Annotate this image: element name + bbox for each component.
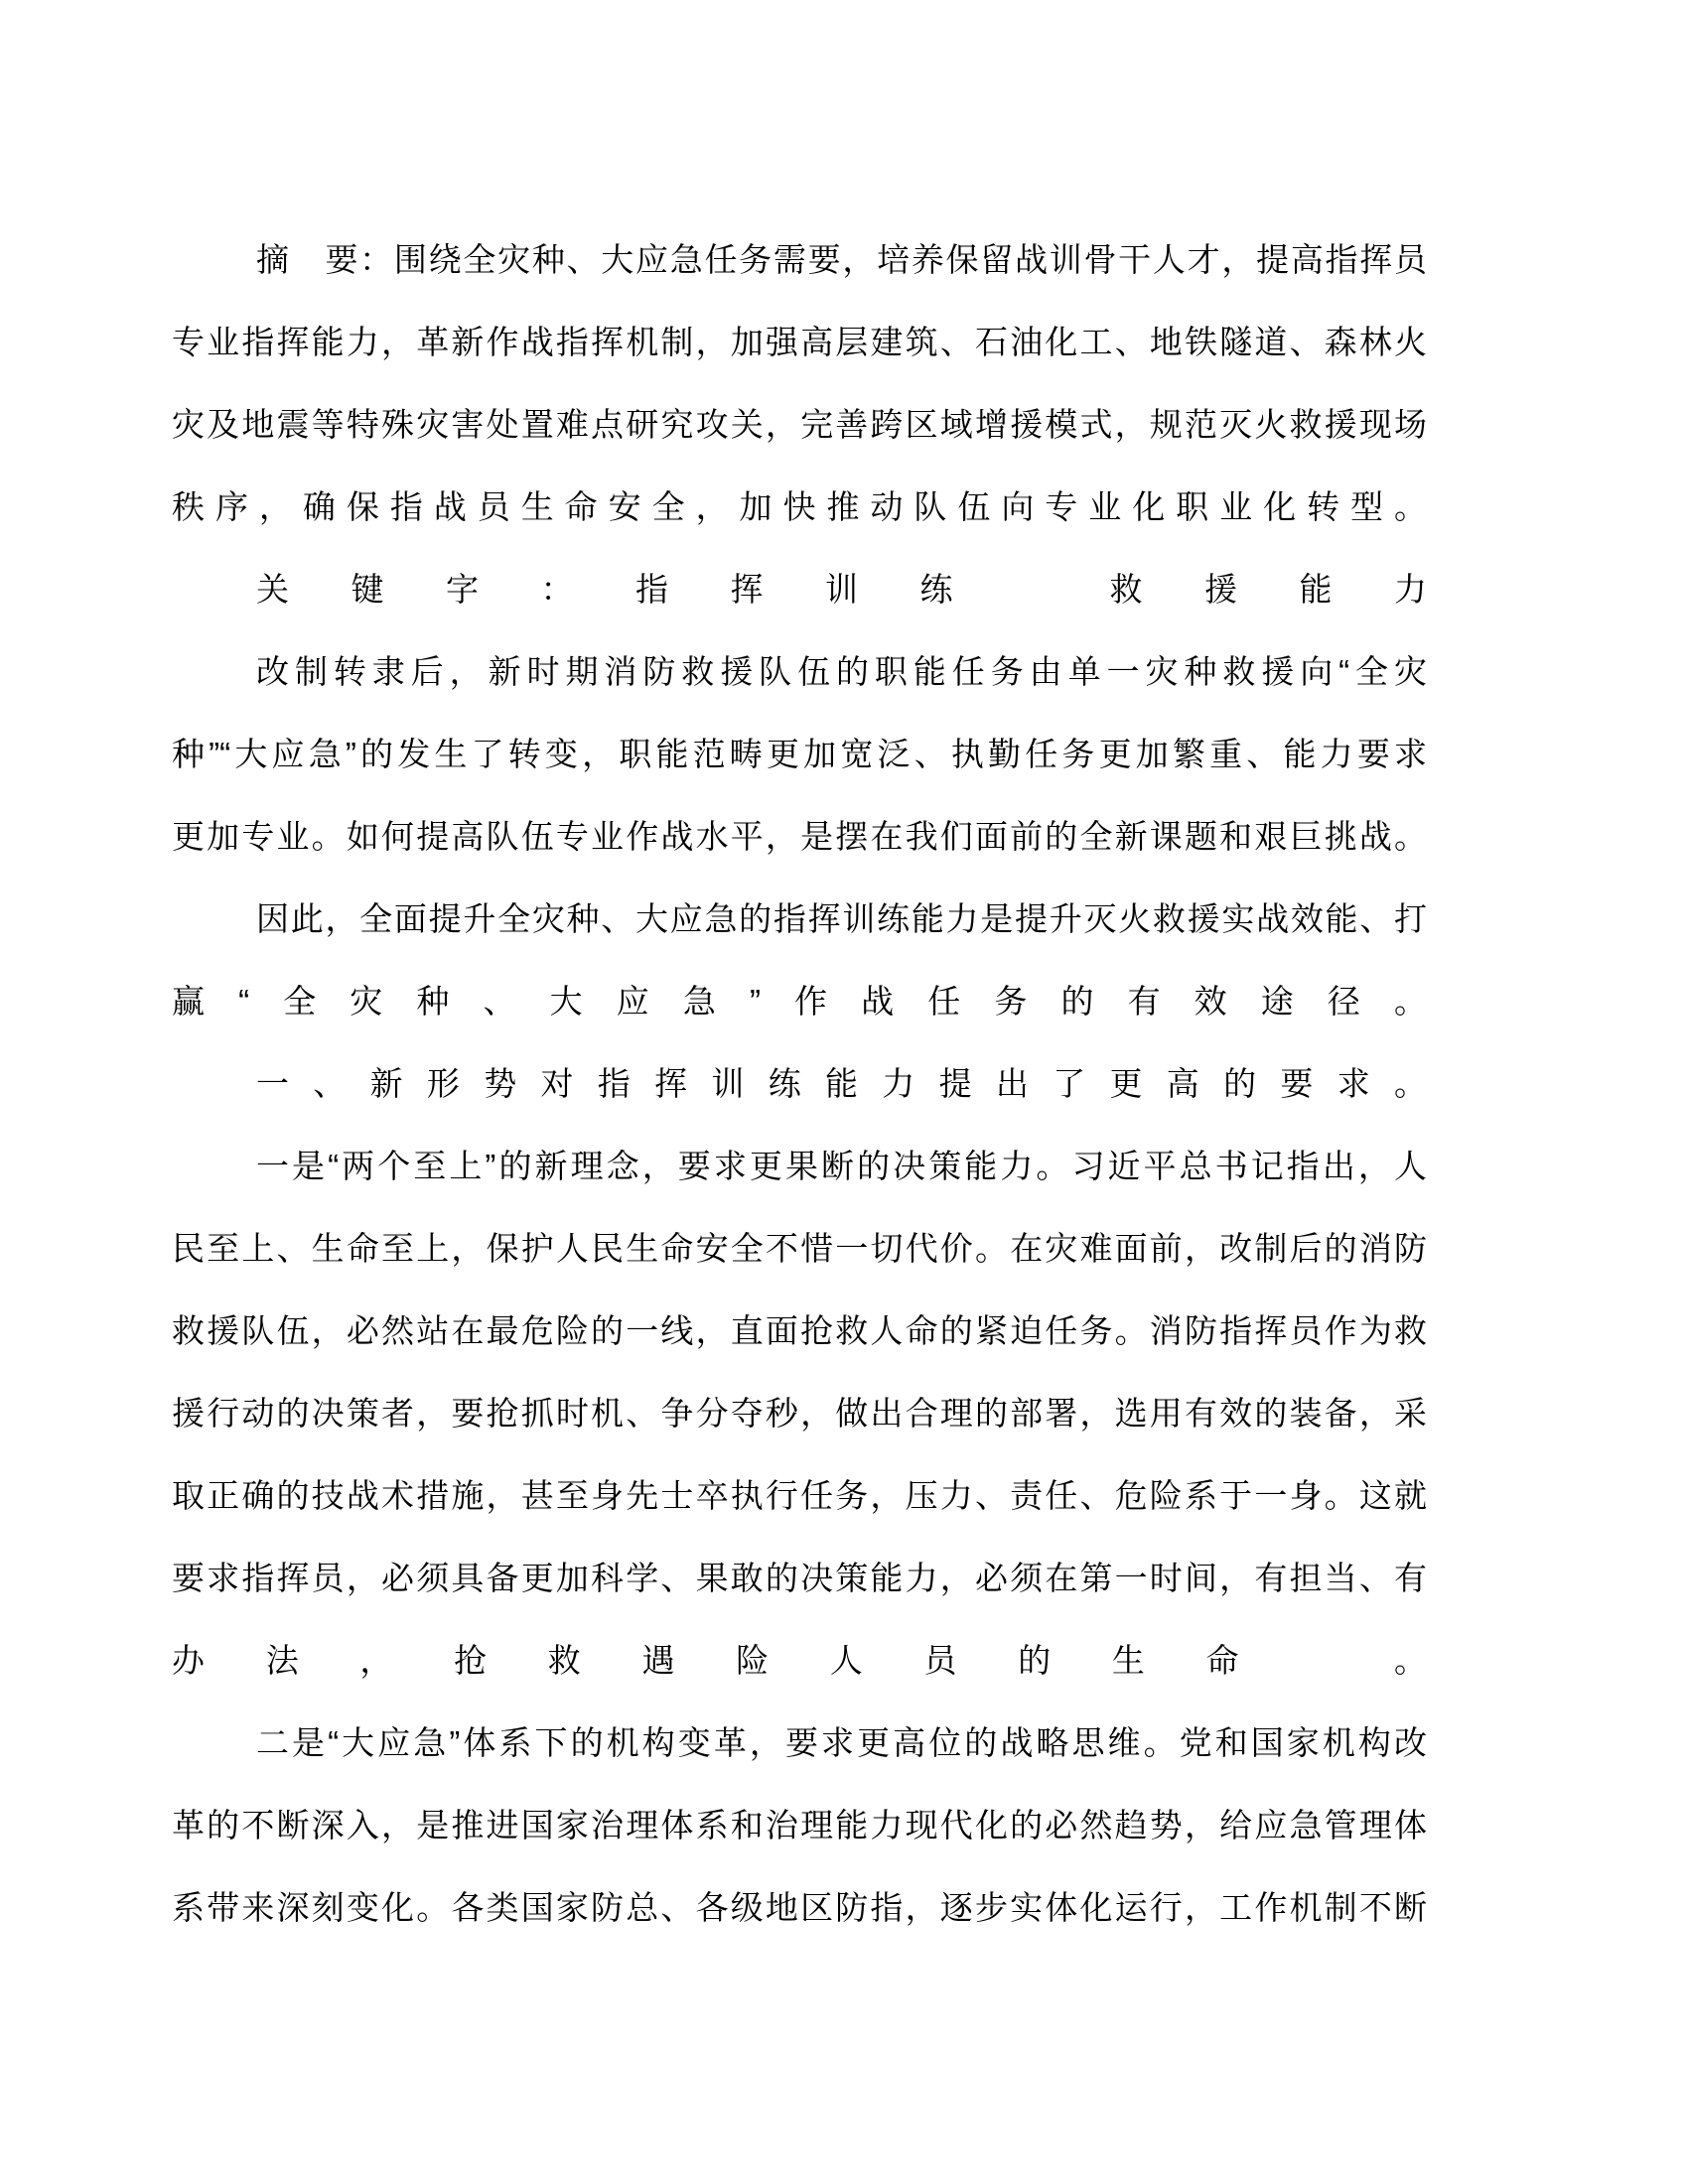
document-lines xyxy=(172,218,1427,1949)
text-line: 二是“大应急”体系下的机构变革，要求更高位的战略思维。党和国家机构改 xyxy=(256,1724,1427,1761)
text-line: 救援队伍，必然站在最危险的一线，直面抢救人命的紧迫任务。消防指挥员作为救 xyxy=(172,1312,1427,1349)
text-line: 种”“大应急”的发生了转变，职能范畴更加宽泛、执勤任务更加繁重、能力要求 xyxy=(172,736,1427,772)
text-line: 秩序，确保指战员生命安全，加快推动队伍向专业化职业化转型。 xyxy=(172,488,1427,525)
text-line: 要求指挥员，必须具备更加科学、果敢的决策能力，必须在第一时间，有担当、有 xyxy=(172,1560,1427,1596)
text-line: 民至上、生命至上，保护人民生命安全不惜一切代价。在灾难面前，改制后的消防 xyxy=(172,1230,1427,1267)
text-line: 摘 要：围绕全灾种、大应急任务需要，培养保留战训骨干人才，提高指挥员 xyxy=(256,241,1427,278)
text-line: 赢“全灾种、大应急”作战任务的有效途径。 xyxy=(172,983,1427,1020)
text-line: 关键字：指挥训练 救援能力 xyxy=(256,571,1427,608)
text-line: 专业指挥能力，革新作战指挥机制，加强高层建筑、石油化工、地铁隧道、森林火 xyxy=(172,324,1427,360)
text-line: 系带来深刻变化。各类国家防总、各级地区防指，逐步实体化运行，工作机制不断 xyxy=(172,1889,1427,1926)
text-line: 灾及地震等特殊灾害处置难点研究攻关，完善跨区域增援模式，规范灭火救援现场 xyxy=(172,406,1427,443)
text-line: 一是“两个至上”的新理念，要求更果断的决策能力。习近平总书记指出，人 xyxy=(256,1148,1427,1184)
text-line: 因此，全面提升全灾种、大应急的指挥训练能力是提升灭火救援实战效能、打 xyxy=(256,900,1427,937)
text-line: 取正确的技战术措施，甚至身先士卒执行任务，压力、责任、危险系于一身。这就 xyxy=(172,1477,1427,1514)
text-line: 援行动的决策者，要抢抓时机、争分夺秒，做出合理的部署，选用有效的装备，采 xyxy=(172,1395,1427,1432)
text-line: 一、新形势对指挥训练能力提出了更高的要求。 xyxy=(256,1065,1427,1102)
text-line: 更加专业。如何提高队伍专业作战水平，是摆在我们面前的全新课题和艰巨挑战。 xyxy=(172,818,1427,855)
text-line: 改制转隶后，新时期消防救援队伍的职能任务由单一灾种救援向“全灾 xyxy=(256,653,1427,690)
text-line: 革的不断深入，是推进国家治理体系和治理能力现代化的必然趋势，给应急管理体 xyxy=(172,1807,1427,1843)
text-line: 办法，抢救遇险人员的生命 。 xyxy=(172,1642,1427,1679)
